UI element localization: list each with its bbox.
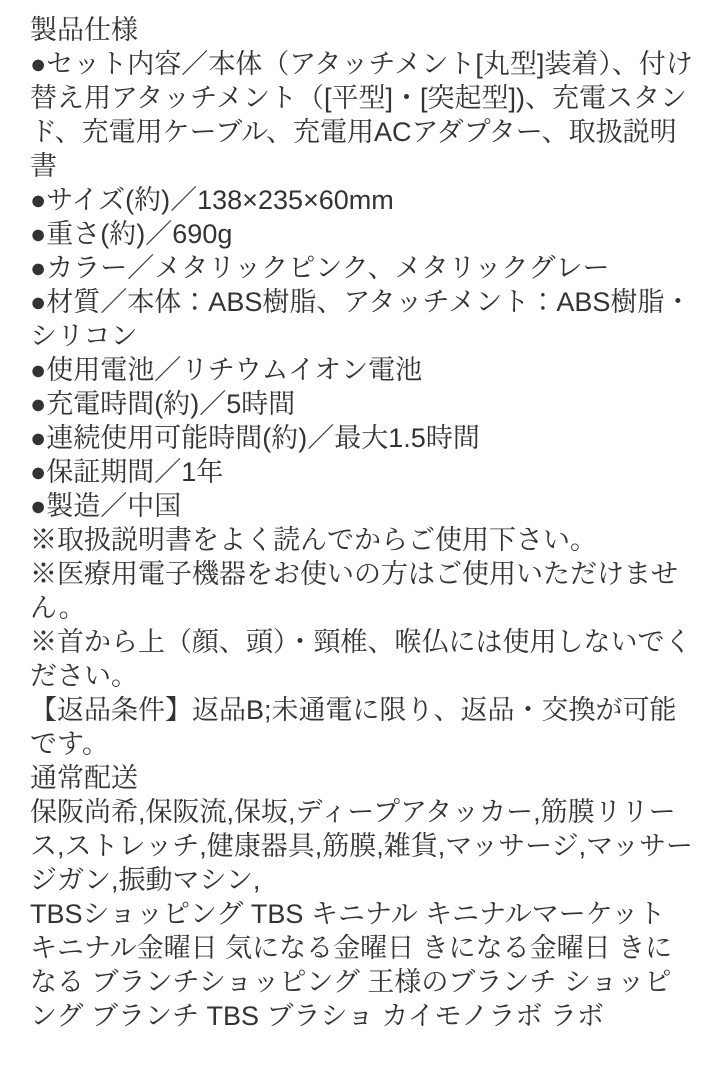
spec-item-weight: ●重さ(約)／690g [30,219,233,249]
caution-medical-device: ※医療用電子機器をお使いの方はご使用いただけません。 [30,559,678,623]
spec-item-set-contents: ●セット内容／本体（アタッチメント[丸型]装着）、付け替え用アタッチメント（[平型]・[突起型])、充電スタンド、充電用ケーブル、充電用ACアダプター、取扱説明書 [30,49,693,181]
shipping-method: 通常配送 [30,763,138,793]
return-policy: 【返品条件】返品B;未通電に限り、返品・交換が可能です。 [30,695,677,759]
caution-read-manual: ※取扱説明書をよく読んでからご使用下さい。 [30,525,597,555]
spec-item-made-in: ●製造／中国 [30,491,182,521]
spec-item-warranty: ●保証期間／1年 [30,457,224,487]
spec-item-color: ●カラー／メタリックピンク、メタリックグレー [30,253,610,283]
caution-body-areas: ※首から上（顔、頭）・頸椎、喉仏には使用しないでください。 [30,627,692,691]
spec-item-usage-time: ●連続使用可能時間(約)／最大1.5時間 [30,423,480,453]
program-keywords: TBSショッピング TBS キニナル キニナルマーケット キニナル金曜日 気になる金曜日 きになる金曜日 きになる ブランチショッピング 王様のブランチ ショッピング ブランチ TBS ブラショ カイモノラボ ラボ [30,899,673,1031]
spec-item-battery: ●使用電池／リチウムイオン電池 [30,355,423,385]
spec-item-size: ●サイズ(約)／138×235×60mm [30,185,394,215]
spec-heading: 製品仕様 [30,15,138,45]
spec-item-material: ●材質／本体：ABS樹脂、アタッチメント：ABS樹脂・シリコン [30,287,692,351]
spec-item-charge-time: ●充電時間(約)／5時間 [30,389,296,419]
search-keywords: 保阪尚希,保阪流,保坂,ディープアタッカー,筋膜リリース,ストレッチ,健康器具,筋膜,雑貨,マッサージ,マッサージガン,振動マシン, [30,797,694,895]
